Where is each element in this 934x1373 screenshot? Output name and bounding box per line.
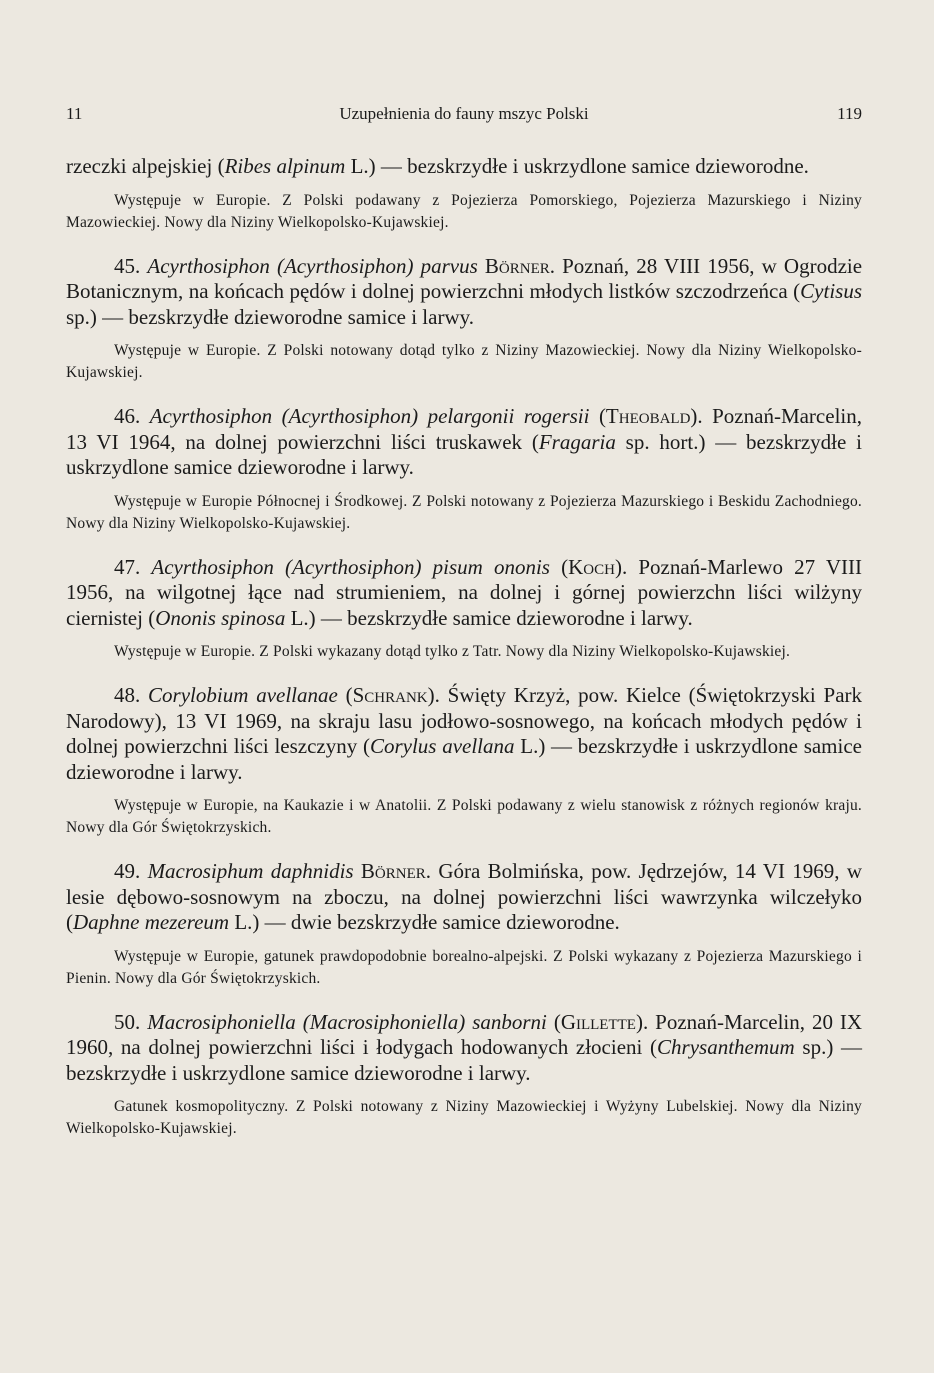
species-epithet: avellanae	[256, 683, 338, 707]
entry-note: Występuje w Europie, na Kaukazie i w Anatolii. Z Polski podawany z wielu stanowisk z różnych regionów kraju. Nowy dla Gór Świętokrzyskich.	[66, 797, 862, 836]
entry-note: Gatunek kosmopolityczny. Z Polski notowany z Niziny Mazowieckiej i Wyżyny Lubelskiej. Nowy dla Niziny Wielkopolsko-Kujawskiej.	[66, 1098, 862, 1137]
species-epithet: sanborni	[472, 1009, 547, 1034]
species-author: Börner	[484, 253, 550, 278]
genus-name: Acyrthosiphon	[149, 404, 273, 428]
species-epithet: pelargonii rogersii	[427, 404, 590, 428]
species-epithet: parvus	[420, 253, 478, 278]
species-author: Börner	[360, 859, 426, 883]
running-title: Uzupełnienia do fauny mszyc Polski	[339, 104, 589, 123]
subgenus-name: (Acyrthosiphon)	[285, 554, 422, 579]
species-author: (Gillette)	[553, 1009, 643, 1034]
subgenus-name: (Acyrthosiphon)	[281, 404, 419, 428]
species-author: (Theobald)	[598, 404, 698, 428]
host-plant-name: Fragaria	[538, 429, 616, 454]
entry-paragraph: 50. Macrosiphoniella (Macrosiphoniella) sanborni (Gillette). Poznań-Marcelin, 20 IX 1960, na dolnej powierzchni liści i łodygach hodowanych złocieni (Chrysanthemum sp.) — bezskrzydłe i uskrzydlone samice dzieworodne i larwy.	[66, 1009, 863, 1085]
genus-name: Acyrthosiphon	[147, 253, 270, 278]
species-entry	[66, 535, 862, 664]
host-plant-name: Ononis spinosa	[155, 605, 286, 630]
page-header	[66, 103, 862, 125]
species-author: (Schrank)	[345, 683, 435, 707]
species-entry	[66, 990, 862, 1141]
species-entry	[66, 384, 862, 535]
host-plant-name: Ribes alpinum	[224, 154, 346, 178]
species-author: (Koch)	[561, 554, 622, 579]
species-entry	[66, 234, 862, 385]
entry-paragraph: 45. Acyrthosiphon (Acyrthosiphon) parvus Börner. Poznań, 28 VIII 1956, w Ogrodzie Botanicznym, na końcach pędów i dolnej powierzchni młodych listków szczodrzeńca (Cytisus sp.) — bezskrzydłe dzieworodne samice i larwy.	[66, 253, 863, 329]
page-number: 119	[837, 104, 862, 123]
host-plant-name: Corylus avellana	[369, 734, 515, 758]
species-entries	[66, 234, 862, 1141]
subgenus-name: (Macrosiphoniella)	[302, 1009, 466, 1034]
genus-name: Corylobium	[148, 683, 249, 707]
species-epithet: daphnidis	[270, 859, 354, 883]
entry-note: Występuje w Europie. Z Polski notowany dotąd tylko z Niziny Mazowieckiej. Nowy dla Niziny Wielkopolsko-Kujawskiej.	[66, 342, 862, 381]
host-plant-name: Cytisus	[800, 279, 862, 303]
entry-paragraph: 47. Acyrthosiphon (Acyrthosiphon) pisum ononis (Koch). Poznań-Marlewo 27 VIII 1956, na wilgotnej łące nad strumieniem, na dolnej i górnej powierzchn liści wilżyny ciernistej (Ononis spinosa L.) — bezskrzydłe samice dzieworodne i larwy.	[66, 554, 862, 630]
species-entry	[66, 663, 862, 839]
section-number: 11	[66, 104, 83, 123]
species-entry	[66, 839, 862, 990]
genus-name: Macrosiphoniella	[147, 1009, 296, 1034]
entry-paragraph: 46. Acyrthosiphon (Acyrthosiphon) pelargonii rogersii (Theobald). Poznań-Marcelin, 13 VI 1964, na dolnej powierzchni liści truskawek (Fragaria sp. hort.) — bezskrzydłe i uskrzydlone samice dzieworodne i larwy.	[66, 404, 862, 479]
host-plant-name: Chrysanthemum	[657, 1035, 795, 1059]
genus-name: Acyrthosiphon	[151, 554, 274, 579]
entry-note: Występuje w Europie Północnej i Środkowej. Z Polski notowany z Pojezierza Mazurskiego i Beskidu Zachodniego. Nowy dla Niziny Wielkopolsko-Kujawskiej.	[66, 492, 862, 532]
continuation-paragraph: rzeczki alpejskiej (Ribes alpinum L.) — bezskrzydłe i uskrzydlone samice dzieworodne.	[66, 154, 809, 178]
page-body	[66, 154, 862, 1140]
host-plant-name: Daphne mezereum	[73, 910, 230, 934]
continuation-note: Występuje w Europie. Z Polski podawany z Pojezierza Pomorskiego, Pojezierza Mazurskiego i Niziny Mazowieckiej. Nowy dla Niziny Wielkopolsko-Kujawskiej.	[66, 191, 862, 231]
genus-name: Macrosiphum	[147, 859, 264, 883]
entry-note: Występuje w Europie. Z Polski wykazany dotąd tylko z Tatr. Nowy dla Niziny Wielkopolsko-Kujawskiej.	[114, 643, 791, 660]
entry-paragraph: 48. Corylobium avellanae (Schrank). Święty Krzyż, pow. Kielce (Świętokrzyski Park Narodowy), 13 VI 1969, na skraju lasu jodłowo-sosnowego, na końcach młodych pędów i dolnej powierzchni liści leszczyny (Corylus avellana L.) — bezskrzydłe i uskrzydlone samice dzieworodne i larwy.	[66, 683, 863, 784]
entry-paragraph: 49. Macrosiphum daphnidis Börner. Góra Bolmińska, pow. Jędrzejów, 14 VI 1969, w lesie dębowo-sosnowym na zboczu, na dolnej powierzchni liści wawrzynka wilczełyko (Daphne mezereum L.) — dwie bezskrzydłe samice dzieworodne.	[66, 859, 863, 934]
entry-note: Występuje w Europie, gatunek prawdopodobnie borealno-alpejski. Z Polski wykazany z Pojezierza Mazurskiego i Pienin. Nowy dla Gór Świętokrzyskich.	[66, 947, 862, 987]
subgenus-name: (Acyrthosiphon)	[276, 253, 414, 278]
species-epithet: pisum ononis	[432, 554, 550, 579]
